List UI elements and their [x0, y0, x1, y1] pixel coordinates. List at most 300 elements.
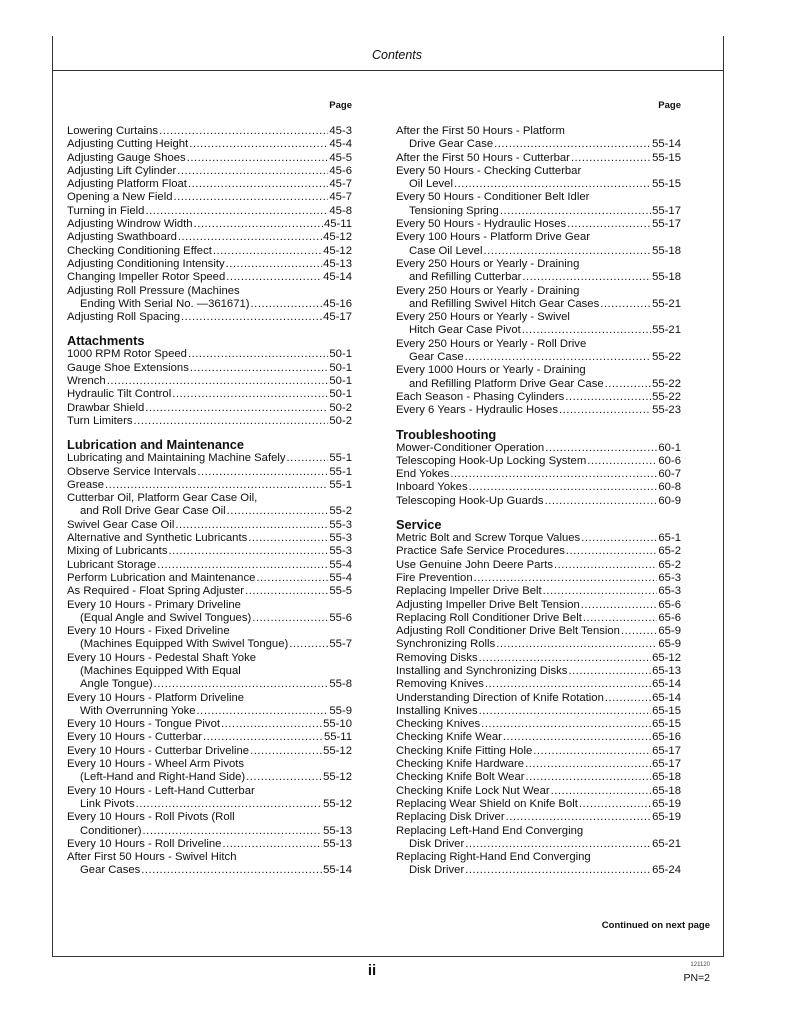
dot-leader [227, 505, 329, 518]
dot-leader [157, 559, 328, 572]
toc-entry-page: 60-9 [658, 494, 681, 507]
toc-entry-title: Adjusting Platform Float [67, 178, 187, 191]
toc-entry-page: 55-15 [652, 151, 681, 164]
toc-entry-title: Drawbar Shield [67, 401, 145, 414]
dot-leader [465, 351, 651, 364]
toc-entry-title: Removing Disks [396, 651, 478, 664]
dot-leader [172, 388, 328, 401]
toc-section-heading: Attachments [67, 333, 145, 349]
page-header: Contents [371, 48, 423, 62]
section-gap [67, 324, 352, 333]
toc-entry [67, 165, 352, 178]
toc-entry-line: Every 250 Hours or Yearly - Roll Drive [396, 337, 587, 350]
dot-leader [145, 205, 328, 218]
dot-leader [533, 745, 651, 758]
toc-entry-page: 65-1 [658, 532, 681, 545]
toc-entry-line: Every 10 Hours - Platform Driveline [67, 691, 245, 704]
toc-entry [67, 638, 352, 651]
toc-entry [396, 572, 681, 585]
dot-leader [474, 572, 658, 585]
toc-entry-title: (Equal Angle and Swivel Tongues) [80, 611, 252, 624]
toc-entry [396, 692, 681, 705]
toc-entry-title: Gear Cases [80, 864, 141, 877]
toc-entry-line: Every 250 Hours or Yearly - Draining [396, 284, 580, 297]
dot-leader [465, 838, 651, 851]
toc-entry-page: 45-4 [329, 138, 352, 151]
dot-leader [545, 442, 657, 455]
dot-leader [469, 481, 658, 494]
toc-entry-line: Replacing Left-Hand End Converging [396, 824, 584, 837]
toc-entry-page: 55-17 [652, 204, 681, 217]
toc-entry [67, 125, 352, 138]
section-gap [396, 508, 681, 517]
toc-entry [67, 718, 352, 731]
toc-entry-title: Use Genuine John Deere Parts [396, 558, 553, 571]
dot-leader [226, 258, 322, 271]
toc-entry-title: Checking Knives [396, 718, 481, 731]
toc-entry-page: 60-1 [658, 441, 681, 454]
toc-entry-page: 45-16 [323, 297, 352, 310]
dot-leader [605, 692, 651, 705]
toc-entry-title: Replacing Wear Shield on Knife Bolt [396, 797, 578, 810]
dot-leader [522, 271, 651, 284]
toc-entry [67, 402, 352, 415]
toc-entry [67, 479, 352, 492]
toc-entry-line: Every 10 Hours - Fixed Driveline [67, 625, 230, 638]
toc-entry-title: Every 10 Hours - Cutterbar Driveline [67, 744, 250, 757]
toc-entry [396, 652, 681, 665]
toc-entry-title: Fire Prevention [396, 571, 473, 584]
page-column-label: Page [329, 100, 352, 111]
toc-section-heading: Lubrication and Maintenance [67, 437, 245, 453]
toc-entry [67, 311, 352, 324]
toc-entry-title: Checking Knife Hardware [396, 758, 525, 771]
toc-entry-page: 55-5 [329, 585, 352, 598]
toc-entry-page: 45-13 [323, 257, 352, 270]
toc-entry [67, 231, 352, 244]
toc-entry [67, 545, 352, 558]
dot-leader [587, 455, 657, 468]
dot-leader [213, 245, 322, 258]
toc-entry-title: Checking Knife Bolt Wear [396, 771, 525, 784]
toc-entry-page: 45-8 [329, 204, 352, 217]
toc-entry-line: (Machines Equipped With Equal [80, 664, 241, 677]
toc-entry-page: 55-15 [652, 178, 681, 191]
toc-entry [396, 298, 681, 311]
toc-entry-page: 55-1 [329, 478, 352, 491]
toc-entry-title: Telescoping Hook-Up Guards [396, 494, 544, 507]
toc-entry-page: 55-13 [323, 837, 352, 850]
toc-entry-page: 60-8 [658, 481, 681, 494]
dot-leader [567, 218, 651, 231]
dot-leader [252, 612, 328, 625]
toc-entry-page: 55-12 [323, 744, 352, 757]
toc-entry-page: 65-3 [658, 571, 681, 584]
dot-leader [506, 811, 651, 824]
toc-entry [396, 391, 681, 404]
toc-entry-page: 65-13 [652, 664, 681, 677]
dot-leader [154, 678, 329, 691]
toc-entry-page: 65-9 [658, 625, 681, 638]
toc-entry-line: Every 50 Hours - Checking Cutterbar [396, 164, 582, 177]
toc-entry-page: 55-1 [329, 465, 352, 478]
dot-leader [256, 572, 328, 585]
toc-entry-title: Checking Knife Fitting Hole [396, 744, 533, 757]
toc-entry-title: Understanding Direction of Knife Rotation [396, 691, 604, 704]
toc-entry-page: 55-22 [652, 351, 681, 364]
toc-entry-title: Alternative and Synthetic Lubricants [67, 532, 248, 545]
toc-entry [67, 298, 352, 311]
dot-leader [190, 362, 329, 375]
dot-leader [479, 705, 651, 718]
toc-entry-title: Replacing Impeller Drive Belt [396, 585, 542, 598]
doc-code: 121120 [690, 962, 710, 968]
toc-entry-title: As Required - Float Spring Adjuster [67, 585, 245, 598]
right-border [723, 36, 724, 956]
toc-entry-title: (Left-Hand and Right-Hand Side) [80, 771, 246, 784]
toc-entry [396, 378, 681, 391]
dot-leader [559, 404, 651, 417]
toc-entry-page: 60-7 [658, 468, 681, 481]
toc-entry-page: 55-3 [329, 518, 352, 531]
toc-entry [67, 771, 352, 784]
toc-entry-page: 45-12 [323, 244, 352, 257]
toc-entry-title: Gear Case [409, 351, 464, 364]
dot-leader [600, 298, 651, 311]
toc-entry-title: Checking Conditioning Effect [67, 244, 212, 257]
toc-entry [67, 838, 352, 851]
toc-entry [396, 532, 681, 545]
toc-entry-line: Adjusting Roll Pressure (Machines [67, 284, 240, 297]
dot-leader [159, 125, 328, 138]
dot-leader [454, 178, 651, 191]
toc-entry [67, 138, 352, 151]
toc-entry-page: 55-4 [329, 558, 352, 571]
dot-leader [565, 391, 651, 404]
toc-entry [396, 665, 681, 678]
page-number: PN=2 [683, 972, 710, 984]
toc-entry-title: Lubricating and Maintaining Machine Safely [67, 452, 286, 465]
toc-entry [396, 585, 681, 598]
toc-entry-page: 55-9 [329, 704, 352, 717]
continued-note: Continued on next page [601, 920, 710, 931]
toc-entry-title: Lubricant Storage [67, 558, 157, 571]
dot-leader [248, 532, 328, 545]
toc-entry-line: Every 100 Hours - Platform Drive Gear [396, 231, 590, 244]
toc-entry-line: After First 50 Hours - Swivel Hitch [67, 851, 237, 864]
toc-entry-title: Adjusting Windrow Width [67, 218, 193, 231]
toc-entry-title: and Refilling Swivel Hitch Gear Cases [409, 297, 600, 310]
toc-entry-title: Practice Safe Service Procedures [396, 545, 565, 558]
toc-entry-page: 55-2 [329, 505, 352, 518]
dot-leader [143, 825, 323, 838]
toc-entry-page: 65-2 [658, 545, 681, 558]
toc-entry-title: Mixing of Lubricants [67, 545, 168, 558]
dot-leader [526, 771, 652, 784]
dot-leader [545, 495, 658, 508]
toc-entry-page: 65-19 [652, 797, 681, 810]
toc-entry-page: 55-12 [323, 797, 352, 810]
toc-entry [67, 572, 352, 585]
toc-entry-title: Swivel Gear Case Oil [67, 518, 175, 531]
toc-entry-title: Adjusting Cutting Height [67, 138, 189, 151]
dot-leader [250, 745, 322, 758]
toc-entry [396, 559, 681, 572]
toc-entry [67, 452, 352, 465]
toc-entry [396, 271, 681, 284]
toc-entry [67, 825, 352, 838]
toc-entry-page: 55-11 [323, 731, 352, 744]
toc-entry-page: 55-22 [652, 377, 681, 390]
toc-entry-line: Every 50 Hours - Conditioner Belt Idler [396, 191, 590, 204]
toc-entry-title: Every 50 Hours - Hydraulic Hoses [396, 218, 567, 231]
toc-entry [396, 838, 681, 851]
dot-leader [222, 838, 322, 851]
dot-leader [287, 452, 329, 465]
toc-entry-line: Every 10 Hours - Primary Driveline [67, 598, 241, 611]
dot-leader [450, 468, 657, 481]
toc-entry-title: and Refilling Cutterbar [409, 271, 522, 284]
toc-entry-page: 55-6 [329, 611, 352, 624]
dot-leader [197, 705, 329, 718]
toc-entry-title: Adjusting Roll Spacing [67, 311, 181, 324]
toc-entry [67, 218, 352, 231]
dot-leader [107, 375, 329, 388]
toc-entry-page: 55-14 [652, 138, 681, 151]
toc-entry-title: Hitch Gear Case Pivot [409, 324, 521, 337]
toc-entry [396, 625, 681, 638]
toc-entry [396, 218, 681, 231]
dot-leader [175, 519, 328, 532]
toc-entry-title: End Yokes [396, 468, 450, 481]
toc-entry-title: Checking Knife Lock Nut Wear [396, 784, 550, 797]
toc-entry-page: 65-15 [652, 718, 681, 731]
toc-entry-page: 55-22 [652, 390, 681, 403]
toc-entry [396, 638, 681, 651]
dot-leader [571, 152, 651, 165]
toc-entry [396, 731, 681, 744]
toc-entry-title: Drive Gear Case [409, 138, 494, 151]
header-rule [52, 70, 724, 71]
dot-leader [245, 585, 328, 598]
dot-leader [141, 864, 322, 877]
toc-entry-page: 50-2 [329, 414, 352, 427]
page-folio: ii [367, 962, 377, 979]
toc-entry [67, 388, 352, 401]
dot-leader [481, 718, 651, 731]
toc-entry-line: Every 250 Hours or Yearly - Swivel [396, 311, 570, 324]
toc-entry-page: 65-16 [652, 731, 681, 744]
toc-entry [67, 731, 352, 744]
toc-entry-page: 55-17 [652, 218, 681, 231]
toc-entry-line: Every 10 Hours - Pedestal Shaft Yoke [67, 651, 257, 664]
toc-entry [67, 258, 352, 271]
toc-entry-title: Changing Impeller Rotor Speed [67, 271, 226, 284]
dot-leader [551, 785, 651, 798]
toc-entry-page: 65-21 [652, 837, 681, 850]
dot-leader [581, 599, 658, 612]
toc-entry [67, 178, 352, 191]
dot-leader [105, 479, 328, 492]
toc-entry-title: Replacing Roll Conditioner Drive Belt [396, 611, 582, 624]
dot-leader [203, 731, 323, 744]
toc-entry-title: Replacing Disk Driver [396, 811, 505, 824]
toc-entry-title: Adjusting Conditioning Intensity [67, 257, 225, 270]
toc-entry-line: Every 250 Hours or Yearly - Draining [396, 257, 580, 270]
toc-entry-title: Every 10 Hours - Roll Driveline [67, 837, 222, 850]
toc-entry-line: Replacing Right-Hand End Converging [396, 851, 591, 864]
footer-rule [52, 956, 724, 957]
toc-entry-page: 55-3 [329, 545, 352, 558]
toc-entry [396, 745, 681, 758]
toc-entry [396, 245, 681, 258]
toc-entry-title: Mower-Conditioner Operation [396, 441, 545, 454]
toc-entry [67, 585, 352, 598]
dot-leader [181, 311, 322, 324]
toc-entry-page: 45-12 [323, 231, 352, 244]
toc-entry-title: (Machines Equipped With Swivel Tongue) [80, 638, 289, 651]
toc-entry [67, 466, 352, 479]
toc-entry-title: Gauge Shoe Extensions [67, 361, 189, 374]
toc-entry-page: 55-21 [652, 297, 681, 310]
toc-entry-line: Every 10 Hours - Left-Hand Cutterbar [67, 784, 255, 797]
toc-entry-title: Removing Knives [396, 678, 484, 691]
toc-entry-title: Checking Knife Wear [396, 731, 502, 744]
dot-leader [605, 378, 651, 391]
toc-entry [67, 678, 352, 691]
toc-entry [67, 519, 352, 532]
toc-entry-title: Ending With Serial No. —361671) [80, 297, 250, 310]
section-gap [396, 418, 681, 427]
toc-entry-page: 65-12 [652, 651, 681, 664]
toc-entry-page: 65-2 [658, 558, 681, 571]
toc-entry-title: Telescoping Hook-Up Locking System [396, 454, 587, 467]
toc-entry-page: 55-3 [329, 532, 352, 545]
toc-entry-page: 65-24 [652, 864, 681, 877]
toc-entry-page: 50-1 [329, 361, 352, 374]
toc-entry-title: After the First 50 Hours - Cutterbar [396, 151, 570, 164]
toc-entry [396, 771, 681, 784]
toc-entry-title: 1000 RPM Rotor Speed [67, 348, 187, 361]
toc-entry-page: 55-4 [329, 571, 352, 584]
toc-entry-title: Adjusting Gauge Shoes [67, 151, 186, 164]
toc-entry [396, 705, 681, 718]
toc-entry-title: Wrench [67, 375, 106, 388]
toc-entry [396, 324, 681, 337]
toc-entry [67, 348, 352, 361]
toc-entry [396, 758, 681, 771]
dot-leader [289, 638, 328, 651]
toc-entry-line: After the First 50 Hours - Platform [396, 125, 565, 137]
toc-entry-title: Link Pivots [80, 797, 135, 810]
toc-entry [396, 864, 681, 877]
dot-leader [503, 731, 651, 744]
dot-leader [197, 466, 328, 479]
dot-leader [581, 532, 657, 545]
toc-section-heading: Troubleshooting [396, 426, 497, 442]
toc-entry-page: 45-6 [329, 164, 352, 177]
toc-entry-title: and Roll Drive Gear Case Oil [80, 505, 226, 518]
toc-entry-page: 65-6 [658, 598, 681, 611]
toc-entry-line: Cutterbar Oil, Platform Gear Case Oil, [67, 492, 258, 505]
toc-entry-title: Oil Level [409, 178, 453, 191]
toc-entry [396, 798, 681, 811]
toc-entry-page: 65-17 [652, 758, 681, 771]
dot-leader [251, 298, 323, 311]
toc-entry-line: Every 10 Hours - Roll Pivots (Roll [67, 811, 235, 824]
toc-section-heading: Service [396, 517, 442, 533]
toc-entry [67, 415, 352, 428]
toc-entry-page: 45-7 [329, 178, 352, 191]
toc-entry-title: Every 6 Years - Hydraulic Hoses [396, 404, 558, 417]
toc-entry [67, 532, 352, 545]
toc-entry [67, 152, 352, 165]
toc-entry-title: Tensioning Spring [409, 204, 499, 217]
toc-entry-line: Every 1000 Hours or Yearly - Draining [396, 364, 586, 377]
toc-entry [396, 495, 681, 508]
toc-entry [67, 745, 352, 758]
toc-entry [396, 545, 681, 558]
dot-leader [177, 165, 328, 178]
dot-leader [226, 271, 322, 284]
toc-entry [396, 152, 681, 165]
toc-entry [67, 271, 352, 284]
dot-leader [189, 138, 328, 151]
toc-entry [67, 191, 352, 204]
toc-entry-page: 55-8 [329, 678, 352, 691]
dot-leader [465, 864, 651, 877]
toc-entry-title: Conditioner) [80, 824, 142, 837]
dot-leader [554, 559, 657, 572]
dot-leader [566, 545, 657, 558]
toc-left-column [67, 100, 352, 878]
toc-entry-title: Adjusting Lift Cylinder [67, 164, 177, 177]
toc-entry-title: Metric Bolt and Screw Torque Values [396, 532, 581, 545]
toc-entry [396, 178, 681, 191]
toc-entry-title: Perform Lubrication and Maintenance [67, 571, 256, 584]
toc-entry-page: 55-10 [323, 718, 352, 731]
toc-entry-page: 50-1 [329, 348, 352, 361]
dot-leader [579, 798, 651, 811]
toc-entry-title: Adjusting Swathboard [67, 231, 177, 244]
toc-entry-title: Installing and Synchronizing Disks [396, 664, 568, 677]
toc-entry-page: 55-14 [323, 864, 352, 877]
toc-entry-page: 65-6 [658, 611, 681, 624]
toc-entry-title: Angle Tongue) [80, 678, 153, 691]
toc-entry-page: 50-1 [329, 388, 352, 401]
toc-entry [396, 678, 681, 691]
toc-entry [396, 481, 681, 494]
toc-entry [396, 718, 681, 731]
dot-leader [145, 402, 328, 415]
dot-leader [187, 152, 329, 165]
toc-entry [67, 505, 352, 518]
dot-leader [136, 798, 322, 811]
toc-entry-page: 45-5 [329, 151, 352, 164]
toc-entry-page: 55-12 [323, 771, 352, 784]
page-column-label: Page [658, 100, 681, 111]
toc-entry-page: 65-17 [652, 744, 681, 757]
toc-entry [67, 612, 352, 625]
toc-entry-page: 55-18 [652, 271, 681, 284]
toc-entry-page: 55-21 [652, 324, 681, 337]
toc-entry-page: 55-7 [329, 638, 352, 651]
toc-entry-page: 65-15 [652, 704, 681, 717]
toc-entry-page: 65-9 [658, 638, 681, 651]
dot-leader [188, 348, 328, 361]
toc-entry-page: 65-18 [652, 784, 681, 797]
toc-entry [396, 811, 681, 824]
